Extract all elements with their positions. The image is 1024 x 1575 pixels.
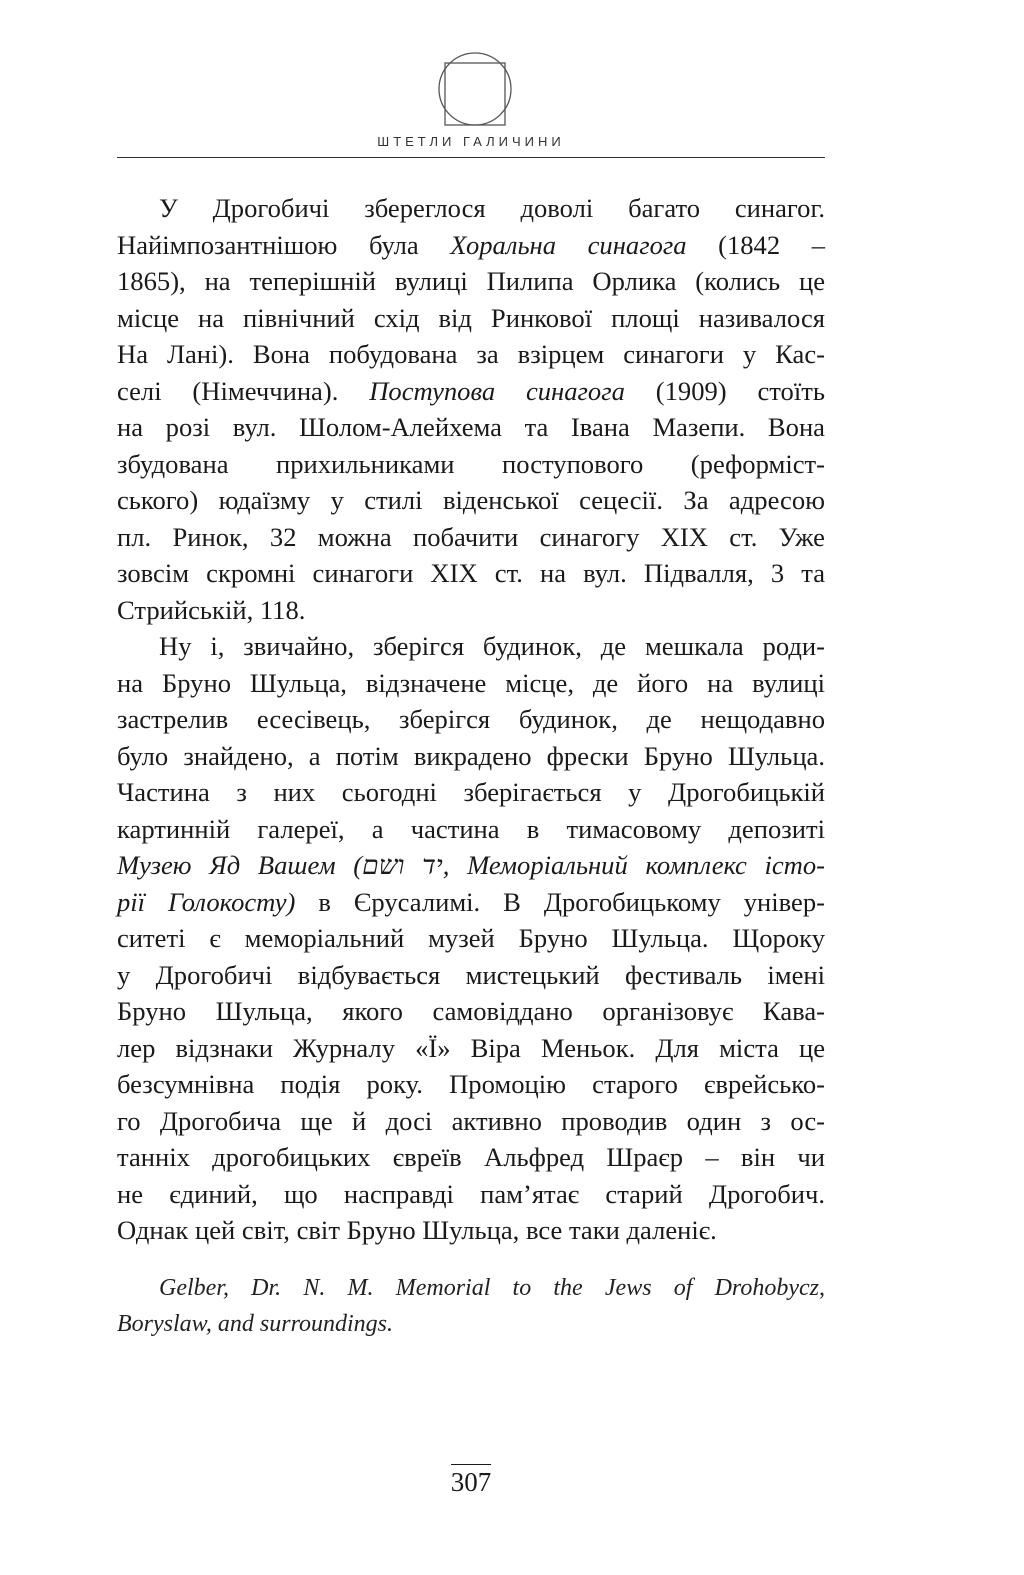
source-citation [117,1270,825,1342]
paragraph-2 [117,628,825,1249]
paragraph-1 [117,190,825,628]
text-run: селі (Німеччина). [117,375,370,406]
text-line: Стрийській, 118. [117,594,306,625]
text-line [117,373,825,410]
text-line: застрелив есесівець, зберігся будинок, де нещодавно [117,704,825,734]
italic-term: Хоральна синагога [450,229,687,260]
text-line: ситеті є меморіальний музей Бруно Шульца. Щороку [117,923,825,953]
text-line: Бруно Шульца, якого самовіддано організовує Кава- [117,996,825,1026]
circle-square-logo-icon [437,49,513,130]
text-run: (1842 – [686,229,826,260]
text-run: (1909) стоїть [624,375,825,406]
text-line: Частина з них сьогодні зберігається у Дрогобицькій [117,777,825,807]
text-line: Ну і, звичайно, зберігся будинок, де мешкала роди- [159,631,825,661]
text-line: Однак цей світ, світ Бруно Шульца, все таки даленіє. [117,1215,717,1245]
page-number: 307 [451,1464,492,1497]
text-line: У Дрогобичі збереглося доволі багато синагог. [159,193,825,223]
text-line: у Дрогобичі відбувається мистецький фестиваль імені [117,959,825,990]
text-line: зовсім скромні синагоги XIX ст. на вул. Підвалля, 3 та [117,558,825,588]
text-line [117,884,825,921]
citation-line: Gelber, Dr. N. M. Memorial to the Jews of Drohobycz, [159,1275,825,1301]
text-line: було знайдено, а потім викрадено фрески Бруно Шульца. [117,740,825,771]
text-line: місце на північний схід від Ринкової площі називалося [117,302,825,333]
text-line: на розі вул. Шолом-Алейхема та Івана Мазепи. Вона [117,412,825,442]
text-line: лер відзнаки Журналу «Ї» Віра Меньок. Для міста це [117,1032,825,1063]
text-run: в Єрусалимі. В Дрогобицькому універ- [295,886,825,917]
text-line: На Лані). Вона побудована за взірцем синагоги у Кас- [117,339,825,369]
text-line: 1865), на теперішній вулиці Пилипа Орлика (колись це [117,266,825,296]
text-line: картинній галереї, а частина в тимасовому депозиті [117,813,825,844]
text-line: ського) юдаїзму у стилі віденської сецесії. За адресою [117,485,825,515]
main-text [117,190,825,1249]
text-line: безсумнівна подія року. Промоцію старого єврейсько- [117,1069,825,1099]
header-rule [117,157,825,158]
text-line: пл. Ринок, 32 можна побачити синагогу XIX ст. Уже [117,521,825,552]
italic-term: рії Голокосту) [117,886,296,917]
text-line: танніх дрогобицьких євреїв Альфред Шраєр – він чи [117,1142,825,1172]
running-header: ШТЕТЛИ ГАЛИЧИНИ [377,134,565,149]
text-run: Найімпозантнішою була [117,229,451,260]
citation-line: Boryslaw, and surroundings. [117,1311,394,1337]
page-number-container [0,1467,942,1498]
text-line: збудована прихильниками поступового (реформіст- [117,448,825,479]
italic-line: Музею Яд Вашем (יד ושם, Меморіальний комплекс істо- [117,850,825,880]
text-line: не єдиний, що насправді пам’ятає старий Дрогобич. [117,1178,825,1209]
text-line: на Бруно Шульца, відзначене місце, де його на вулиці [117,667,825,698]
italic-term: Поступова синагога [369,375,625,406]
text-line [117,227,825,264]
text-line: го Дрогобича ще й досі активно проводив один з ос- [117,1105,825,1136]
